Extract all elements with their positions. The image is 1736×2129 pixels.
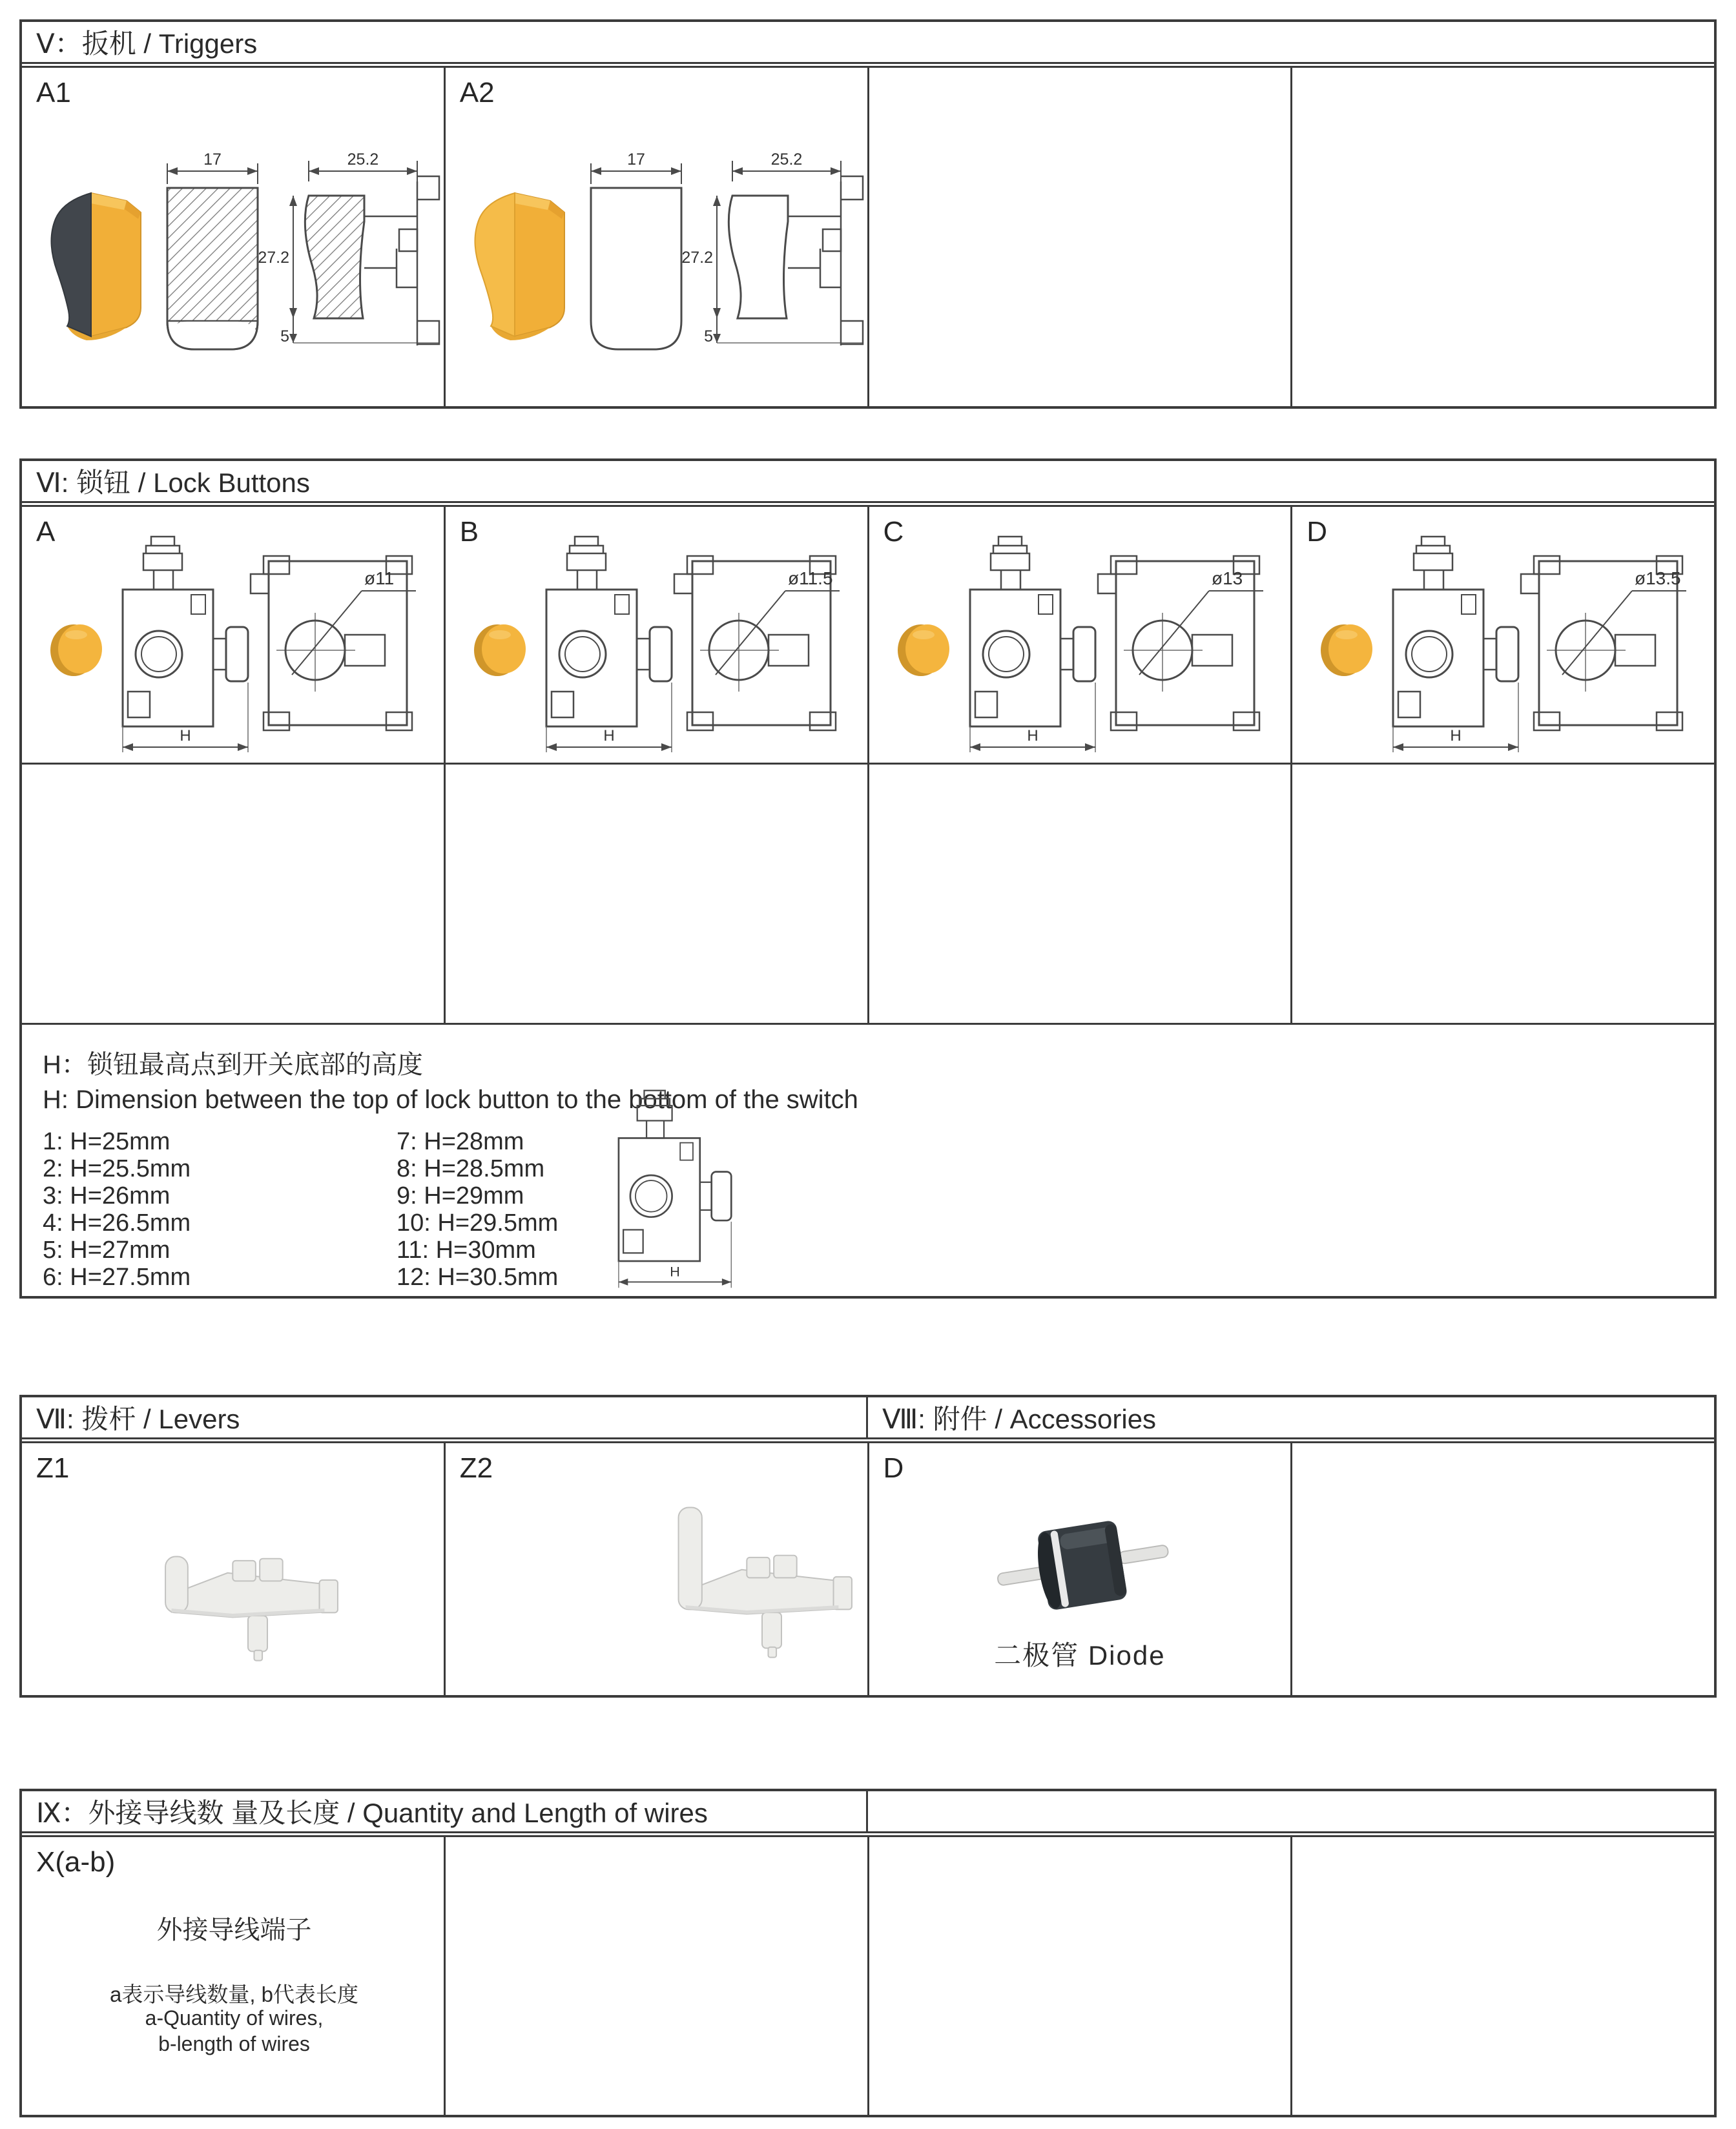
lock-cell-d xyxy=(1292,507,1714,763)
wires-table xyxy=(19,1789,1717,2117)
wires-cell-empty-1 xyxy=(446,1837,869,2115)
trigger-front-view-a2 xyxy=(591,152,681,349)
trigger-cell-empty-2 xyxy=(1292,68,1714,406)
trigger-3d-a2 xyxy=(475,193,564,340)
lock-cell-b xyxy=(446,507,869,763)
lever-cell-z1 xyxy=(22,1443,446,1695)
wire-note-en-a: a-Quantity of wires, xyxy=(145,2006,324,2030)
h-options-right xyxy=(397,1128,558,1291)
trigger-a2-drawing xyxy=(452,152,865,371)
svg-text:H: H xyxy=(180,727,191,745)
lock-empty-cell-2 xyxy=(446,765,869,1023)
svg-text:5: 5 xyxy=(703,327,713,345)
triggers-header xyxy=(22,22,1714,68)
lever-z2-label: Z2 xyxy=(459,1452,493,1484)
lock-d-drawing xyxy=(1301,533,1702,763)
trigger-cell-a1 xyxy=(22,68,446,406)
diode-caption: 二极管 Diode xyxy=(994,1640,1166,1671)
h-option: 7: H=28mm xyxy=(397,1128,524,1155)
h-note-english: H: Dimension between the top of lock button to the bottom of the switch xyxy=(43,1085,858,1114)
lock-cell-c xyxy=(869,507,1293,763)
trigger-cell-empty-1 xyxy=(869,68,1293,406)
lock-a-drawing xyxy=(31,533,431,763)
wire-note-cn: a表示导线数量, b代表长度 xyxy=(109,1982,359,2006)
lock-buttons-header-label: Ⅵ: 锁钮 / Lock Buttons xyxy=(36,468,310,498)
h-option: 2: H=25.5mm xyxy=(43,1155,191,1182)
h-option: 12: H=30.5mm xyxy=(397,1264,559,1291)
lock-a-label: A xyxy=(36,516,56,548)
h-options-left xyxy=(43,1128,191,1291)
triggers-row xyxy=(22,68,1714,406)
trigger-3d-a1 xyxy=(51,193,141,340)
wires-header-empty xyxy=(868,1791,1714,1831)
trigger-cell-a2 xyxy=(446,68,869,406)
lock-side-view xyxy=(123,537,248,752)
svg-text:H: H xyxy=(1450,727,1462,745)
levers-accessories-header xyxy=(22,1397,1714,1443)
svg-text:ø13.5: ø13.5 xyxy=(1635,568,1681,588)
svg-text:H: H xyxy=(603,727,615,745)
svg-text:H: H xyxy=(1026,727,1038,745)
wires-cell-empty-2 xyxy=(869,1837,1293,2115)
h-option: 10: H=29.5mm xyxy=(397,1209,559,1237)
trigger-a1-label: A1 xyxy=(36,77,71,108)
trigger-side-view-a2 xyxy=(681,152,863,345)
wires-header-label: Ⅸ：外接导线数 量及长度 / Quantity and Length of wires xyxy=(36,1798,708,1828)
lever-z1-label: Z1 xyxy=(36,1452,70,1484)
diode-image xyxy=(992,1488,1173,1643)
levers-header xyxy=(22,1397,868,1437)
svg-text:ø11.5: ø11.5 xyxy=(787,568,833,588)
wires-row xyxy=(22,1837,1714,2115)
lock-front-view xyxy=(251,556,416,730)
wire-note-en-b: b-length of wires xyxy=(158,2032,310,2055)
svg-text:25.2: 25.2 xyxy=(347,152,379,169)
h-note-cell xyxy=(22,1025,1714,1296)
svg-text:17: 17 xyxy=(203,152,222,169)
levers-accessories-row xyxy=(22,1443,1714,1695)
lock-button-3d xyxy=(50,624,102,676)
lever-z2-image xyxy=(665,1495,859,1682)
svg-text:27.2: 27.2 xyxy=(681,249,713,267)
lock-empty-cell-3 xyxy=(869,765,1293,1023)
h-note-chinese: H：锁钮最高点到开关底部的高度 xyxy=(43,1051,423,1079)
h-option: 6: H=27.5mm xyxy=(43,1264,191,1291)
h-option: 3: H=26mm xyxy=(43,1182,170,1209)
wires-header xyxy=(22,1791,868,1831)
lock-buttons-header xyxy=(22,461,1714,507)
lock-c-label: C xyxy=(883,516,904,548)
triggers-table xyxy=(19,19,1717,409)
lock-cell-a xyxy=(22,507,446,763)
svg-text:25.2: 25.2 xyxy=(770,152,803,169)
lock-empty-cell-4 xyxy=(1292,765,1714,1023)
svg-text:ø11: ø11 xyxy=(364,568,395,588)
triggers-header-label: Ⅴ：扳机 / Triggers xyxy=(36,28,258,59)
wires-cell-main xyxy=(22,1837,446,2115)
lock-b-label: B xyxy=(459,516,479,548)
h-option: 4: H=26.5mm xyxy=(43,1209,191,1237)
lock-buttons-row xyxy=(22,507,1714,763)
accessory-d-label: D xyxy=(883,1452,904,1484)
svg-text:5: 5 xyxy=(280,327,289,345)
svg-text:27.2: 27.2 xyxy=(258,249,289,267)
lock-d-label: D xyxy=(1307,516,1328,548)
h-option: 8: H=28.5mm xyxy=(397,1155,545,1182)
lever-cell-z2 xyxy=(446,1443,869,1695)
lock-b-drawing xyxy=(455,533,855,763)
wires-code-label: X(a-b) xyxy=(36,1846,116,1878)
lever-z1-image xyxy=(151,1501,345,1682)
lock-buttons-table xyxy=(19,458,1717,1299)
h-option: 5: H=27mm xyxy=(43,1237,170,1264)
accessory-cell-d xyxy=(869,1443,1293,1695)
h-option: 9: H=29mm xyxy=(397,1182,524,1209)
trigger-a2-label: A2 xyxy=(459,77,495,108)
accessories-header xyxy=(868,1397,1714,1437)
svg-text:ø13: ø13 xyxy=(1211,568,1243,588)
lock-empty-cell-1 xyxy=(22,765,446,1023)
h-option: 11: H=30mm xyxy=(397,1237,536,1264)
lock-buttons-note-row xyxy=(22,1023,1714,1296)
trigger-side-view-a1 xyxy=(258,152,439,345)
accessory-cell-empty xyxy=(1292,1443,1714,1695)
levers-accessories-table xyxy=(19,1395,1717,1698)
wires-header-row xyxy=(22,1791,1714,1837)
lock-buttons-empty-row xyxy=(22,763,1714,1023)
svg-text:H: H xyxy=(670,1263,680,1280)
trigger-front-view-a1 xyxy=(167,152,258,349)
accessories-header-label: Ⅷ: 附件 / Accessories xyxy=(882,1404,1157,1434)
svg-text:17: 17 xyxy=(626,152,645,169)
h-option: 1: H=25mm xyxy=(43,1128,170,1155)
wires-cell-empty-3 xyxy=(1292,1837,1714,2115)
levers-header-label: Ⅶ: 拨杆 / Levers xyxy=(36,1404,240,1434)
lock-c-drawing xyxy=(878,533,1279,763)
wire-terminal-label: 外接导线端子 xyxy=(156,1916,312,1944)
h-dimension-drawing xyxy=(603,1089,742,1290)
trigger-a1-drawing xyxy=(28,152,442,371)
